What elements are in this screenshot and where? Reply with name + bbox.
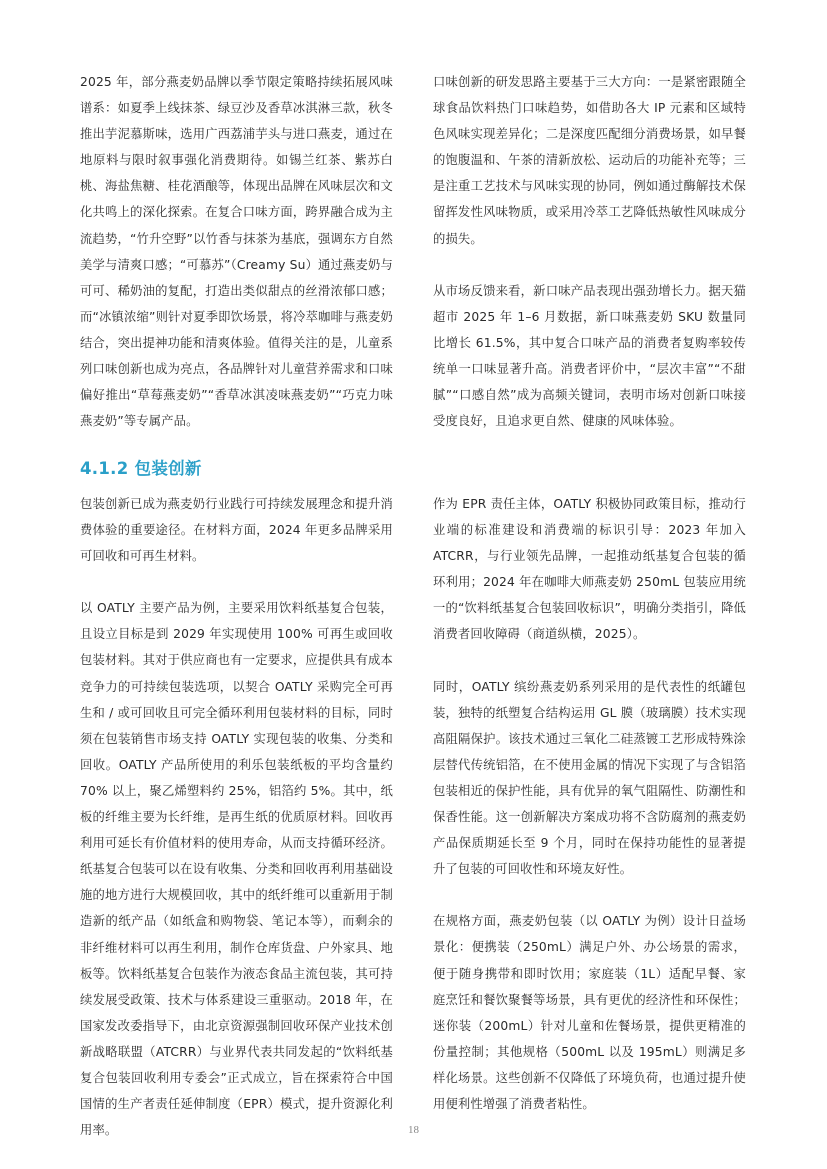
section-title: 4.1.2 包装创新 xyxy=(80,459,202,478)
size-spec-paragraph: 在规格方面，燕麦奶包装（以 OATLY 为例）设计日益场景化：便携装（250mL）满足户外、办公场景的需求，便于随身携带和即时饮用；家庭装（1L）适配早餐、家庭烹饪和餐饮聚餐等场景，具有更优的经济性和环保性；迷你装（200mL）针对儿童和佐餐场景，提供更精准的份量控制；其他规格（500mL 以及 195mL）则满足多样化场景。这些创新不仅降低了环境负荷，也通过提升使用便利性增强了消费者粘性。 xyxy=(433,914,746,1111)
top-left-column xyxy=(80,69,393,434)
flavor-rd-paragraph: 口味创新的研发思路主要基于三大方向：一是紧密跟随全球食品饮料热门口味趋势，如借助各大 IP 元素和区域特色风味实现差异化；二是深度匹配细分消费场景，如早餐的饱腹温和、午茶的清新放松、运动后的功能补充等；三是注重工艺技术与风味实现的协同，例如通过酶解技术保留挥发性风味物质，或采用冷萃工艺降低热敏性风味成分的损失。 xyxy=(433,75,746,246)
page-number: 18 xyxy=(408,1124,419,1136)
oatly-packaging-paragraph: 以 OATLY 主要产品为例，主要采用饮料纸基复合包装，且设立目标是到 2029 年实现使用 100% 可再生或回收包装材料。其对于供应商也有一定要求，应提供具有成本竞争力的可持续包装选项，以契合 OATLY 采购完全可再生和 / 或可回收且可完全循环利用包装材料的目标，同时须在包装销售市场支持 OATLY 实现包装的收集、分类和回收。OATLY 产品所使用的利乐包装纸板的平均含量约 70% 以上，聚乙烯塑料约 25%，铝箔约 5%。其中，纸板的纤维主要为长纤维，是再生纸的优质原材料。回收再利用可延长有价值材料的使用寿命，从而支持循环经济。纸基复合包装可以在设有收集、分类和回收再利用基础设施的地方进行大规模回收，其中的纸纤维可以重新用于制造新的纸产品（如纸盒和购物袋、笔记本等），而剩余的非纤维材料可以再生利用，制作仓库货盘、户外家具、地板等。饮料纸基复合包装作为液态食品主流包装，其可持续发展受政策、技术与体系建设三重驱动。2018 年，在国家发改委指导下，由北京资源强制回收环保产业技术创新战略联盟（ATCRR）与业界代表共同发起的“饮料纸基复合包装回收利用专委会”正式成立，旨在探索符合中国国情的生产者责任延伸制度（EPR）模式，提升资源化利用率。 xyxy=(80,601,393,1138)
bottom-right-column xyxy=(433,491,746,1117)
packaging-intro-paragraph: 包装创新已成为燕麦奶行业践行可持续发展理念和提升消费体验的重要途径。在材料方面，2024 年更多品牌采用可回收和可再生材料。 xyxy=(80,497,393,564)
market-feedback-paragraph: 从市场反馈来看，新口味产品表现出强劲增长力。据天猫超市 2025 年 1–6 月数据，新口味燕麦奶 SKU 数量同比增长 61.5%，其中复合口味产品的消费者复购率较传统单一口味显著升高。消费者评价中，“层次丰富”“不甜腻”“口感自然”成为高频关键词，表明市场对创新口味接受度良好，且追求更自然、健康的风味体验。 xyxy=(433,283,746,429)
bottom-left-column xyxy=(80,491,393,1143)
paper-can-paragraph: 同时，OATLY 缤纷燕麦奶系列采用的是代表性的纸罐包装，独特的纸塑复合结构运用 GL 膜（玻璃膜）技术实现高阻隔保护。该技术通过三氧化二硅蒸镀工艺形成特殊涂层替代传统铝箔，在不使用金属的情况下实现了与含铝箔包装相近的保护性能，具有优异的氧气阻隔性、防潮性和保香性能。这一创新解决方案成功将不含防腐剂的燕麦奶产品保质期延长至 9 个月，同时在保持功能性的显著提升了包装的可回收性和环境友好性。 xyxy=(433,679,746,877)
top-right-column xyxy=(433,69,746,434)
epr-paragraph: 作为 EPR 责任主体，OATLY 积极协同政策目标，推动行业端的标准建设和消费端的标识引导：2023 年加入 ATCRR，与行业领先品牌，一起推动纸基复合包装的循环利用；2024 年在咖啡大师燕麦奶 250mL 包装应用统一的“饮料纸基复合包装回收标识”，明确分类指引，降低消费者回收障碍（商道纵横，2025）。 xyxy=(433,497,746,642)
flavor-seasonal-paragraph: 2025 年，部分燕麦奶品牌以季节限定策略持续拓展风味谱系：如夏季上线抹茶、绿豆沙及香草冰淇淋三款，秋冬推出芋泥慕斯味，选用广西荔浦芋头与进口燕麦，通过在地原料与限时叙事强化消费期待。如锡兰红茶、紫苏白桃、海盐焦糖、桂花酒酿等，体现出品牌在风味层次和文化共鸣上的深化探索。在复合口味方面，跨界融合成为主流趋势，“竹升空野”以竹香与抹茶为基底，强调东方自然美学与清爽口感；“可慕苏”（Creamy Su）通过燕麦奶与可可、稀奶油的复配，打造出类似甜点的丝滑浓郁口感；而“冰镇浓缩”则针对夏季即饮场景，将冷萃咖啡与燕麦奶结合，突出提神功能和清爽体验。值得关注的是，儿童系列口味创新也成为亮点，各品牌针对儿童营养需求和口味偏好推出“草莓燕麦奶”“香草冰淇凌味燕麦奶”“巧克力味燕麦奶”等专属产品。 xyxy=(80,75,393,429)
